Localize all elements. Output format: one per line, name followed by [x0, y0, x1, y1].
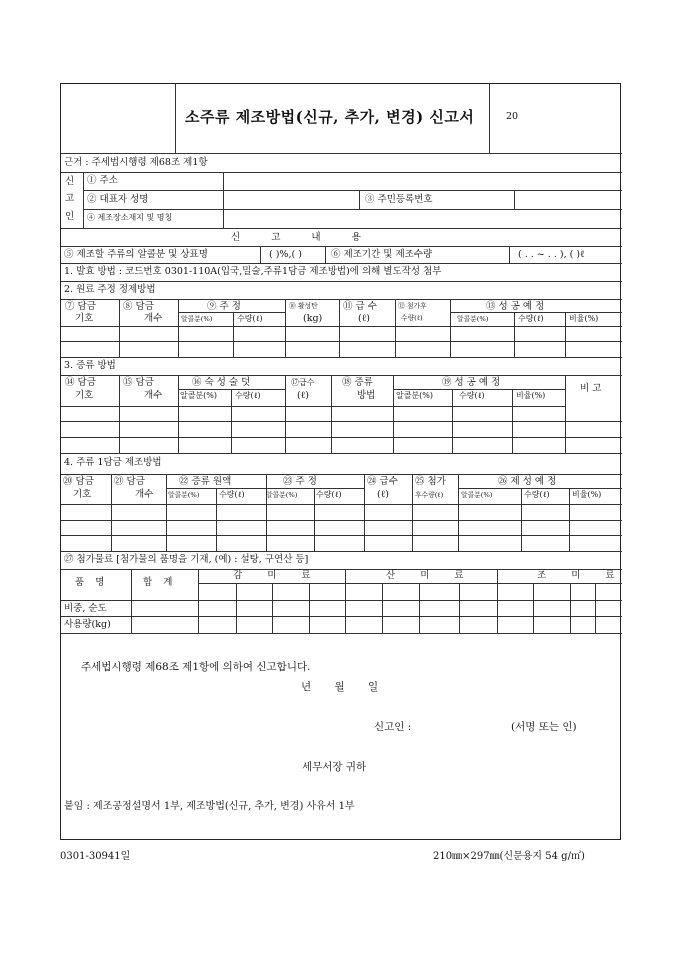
resident-number-label: ③ 주민등록번호	[365, 194, 433, 205]
period-value: ( . . ~ . . ), ( )ℓ	[518, 249, 585, 260]
section-3-title: 3. 증류 방법	[64, 360, 116, 371]
additives-title: ㉗ 첨가물료 [첨가물의 품명을 기재, (예) : 설탕, 구연산 등]	[64, 554, 309, 565]
s2-charcoal-header-2: (kg)	[303, 313, 323, 324]
s2-water-header-1: ⑪ 급 수	[343, 301, 377, 312]
factory-label: ④ 제조장소재지 및 명칭	[87, 213, 173, 222]
s2-brew-count-header-2: 개수	[144, 313, 163, 324]
s4-water-header-1: ㉔ 급수	[367, 476, 398, 487]
date-line: 년 월 일	[301, 681, 379, 693]
s3-brew-count-header-1: ⑮ 담금	[123, 377, 154, 388]
density-purity-row-label: 비중, 순도	[64, 603, 107, 614]
s4-spirit-header: ㉓ 주 정	[283, 476, 317, 487]
s3-aged-mash-volume: 수량(ℓ)	[235, 391, 261, 400]
s4-spirit-volume: 수량(ℓ)	[316, 490, 342, 499]
s2-charcoal-header-1: ⑩ 활성탄	[289, 302, 318, 310]
s2-after-add-header-2: 수량(ℓ)	[401, 314, 423, 322]
s3-expected-ratio: 비율(%)	[516, 391, 546, 400]
section-2-title: 2. 원료 주정 정제방법	[64, 284, 156, 295]
s2-expected-abv: 알콜분(%)	[457, 315, 489, 323]
acidulant-header: 산 미 료	[386, 570, 464, 581]
address-label: ① 주소	[87, 175, 118, 186]
s2-brew-code-header-1: ⑦ 담금	[65, 301, 96, 312]
period-label: ⑥ 제조기간 및 제조수량	[331, 249, 433, 260]
form-title: 소주류 제조방법(신규, 추가, 변경) 신고서	[185, 108, 475, 126]
additive-total-header: 합 계	[143, 577, 173, 588]
s3-brew-code-header-1: ⑭ 담금	[65, 377, 96, 388]
s3-expected-abv: 알콜분(%)	[396, 391, 434, 400]
s3-distill-method-header-2: 방법	[357, 390, 376, 401]
s4-brew-code-header-1: ⑳ 담금	[63, 476, 94, 487]
s4-water-header-2: (ℓ)	[377, 489, 389, 500]
s2-expected-volume: 수량(ℓ)	[518, 314, 544, 323]
declaration-form	[60, 83, 621, 840]
s4-spirit-abv: 알콜분(%)	[266, 491, 298, 499]
section-4-title: 4. 주류 1담금 제조방법	[64, 457, 162, 468]
s3-brew-count-header-2: 개수	[144, 390, 163, 401]
additive-name-header: 품 명	[75, 577, 105, 588]
s4-distillate-volume: 수량(ℓ)	[219, 490, 245, 499]
s4-distillate-abv: 알콜분(%)	[168, 491, 200, 499]
s3-distill-method-header-1: ⑱ 증류	[342, 377, 373, 388]
s4-expected-abv: 알콜분(%)	[461, 491, 493, 499]
declaration-text: 주세법시행령 제68조 제1항에 의하여 신고합니다.	[81, 661, 311, 673]
reporter-label-1: 신	[65, 176, 75, 187]
s2-water-header-2: (ℓ)	[358, 313, 370, 324]
recipient: 세무서장 귀하	[302, 761, 367, 773]
s3-brew-code-header-2: 기호	[75, 390, 94, 401]
s2-spirit-abv: 알콜분(%)	[181, 315, 213, 323]
s2-brew-code-header-2: 기호	[75, 313, 94, 324]
s3-water-header-2: (ℓ)	[297, 390, 309, 401]
content-header: 신 고 내 용	[231, 232, 361, 243]
s2-expected-ratio: 비율(%)	[569, 314, 599, 323]
s2-spirit-header: ⑨ 주 정	[207, 301, 241, 312]
s3-aged-mash-abv: 알콜분(%)	[180, 391, 218, 400]
s4-brew-count-header-1: ㉑ 담금	[114, 476, 145, 487]
s4-expected-header: ㉖ 제 성 예 정	[498, 476, 557, 487]
s4-expected-ratio: 비율(%)	[572, 490, 602, 499]
usage-row-label: 사용량(kg)	[64, 619, 111, 630]
representative-label: ② 대표자 성명	[87, 194, 149, 205]
attachment-note: 붙임 : 제조공정설명서 1부, 제조방법(신규, 추가, 변경) 사유서 1부	[64, 801, 355, 812]
signer-label[interactable]: 신고인 :	[374, 721, 412, 733]
legal-basis: 근거 : 주세법시행령 제68조 제1항	[64, 157, 208, 168]
reporter-label-2: 고	[65, 193, 75, 204]
alcohol-label: ⑤ 제조할 주류의 알콜분 및 상표명	[64, 249, 208, 260]
s3-expected-volume: 수량(ℓ)	[459, 391, 485, 400]
sweetener-header: 감 미 료	[233, 570, 311, 581]
retention-period: 20	[506, 111, 519, 122]
s4-brew-count-header-2: 개수	[135, 489, 154, 500]
s3-aged-mash-header: ⑯ 숙 성 술 덧	[192, 377, 251, 388]
s4-brew-code-header-2: 기호	[73, 489, 92, 500]
s2-expected-header: ⑬ 성 공 예 정	[486, 301, 545, 312]
s4-distillate-header: ㉒ 증류 원액	[179, 476, 232, 487]
seasoning-header: 조 미 료	[537, 570, 615, 581]
s2-brew-count-header-1: ⑧ 담금	[123, 301, 154, 312]
s4-expected-volume: 수량(ℓ)	[524, 490, 550, 499]
paper-spec: 210㎜×297㎜(신문용지 54 g/㎡)	[433, 851, 585, 862]
s3-expected-header: ⑲ 성 공 예 정	[442, 377, 501, 388]
section-1-fermentation: 1. 발효 방법 : 코드번호 0301-110A(입국,밀술,주류1담금 제조방법)에 의해 별도작성 첨부	[64, 266, 442, 277]
s4-after-add-header-2: 후수량(ℓ)	[415, 491, 444, 499]
s3-remarks-header: 비 고	[580, 383, 602, 394]
form-code: 0301-30941일	[60, 851, 131, 862]
s4-after-add-header-1: ㉕ 첨가	[415, 476, 446, 487]
reporter-label-3: 인	[65, 211, 75, 222]
s3-water-header-1: ⑰급수	[291, 378, 315, 387]
s2-after-add-header-1: ⑫ 첨가후	[398, 302, 427, 310]
s2-spirit-volume: 수량(ℓ)	[237, 314, 263, 323]
alcohol-value: ( )%,( )	[269, 249, 302, 260]
signature-note: (서명 또는 인)	[511, 721, 577, 733]
